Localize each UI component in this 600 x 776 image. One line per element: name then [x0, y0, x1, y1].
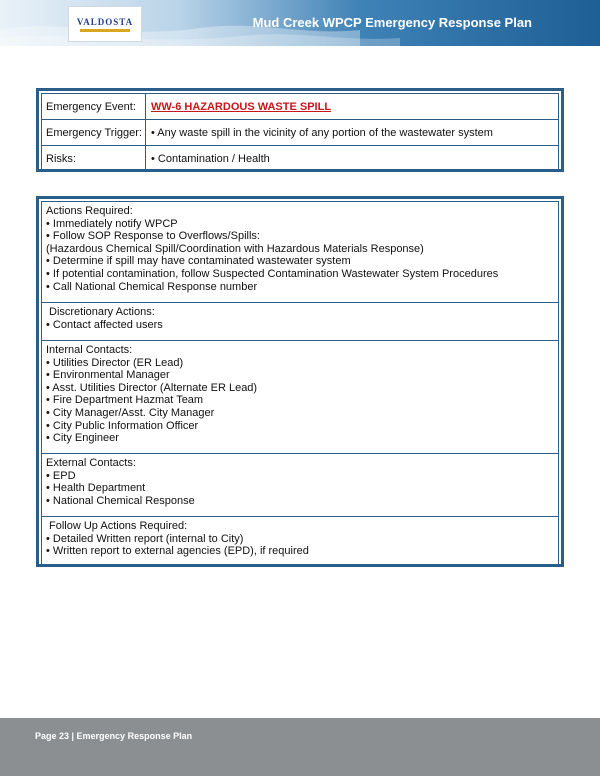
actions-required-section	[42, 202, 558, 303]
document-title: Mud Creek WPCP Emergency Response Plan	[252, 15, 532, 30]
event-label: Emergency Event:	[42, 94, 146, 119]
valdosta-logo	[68, 6, 142, 42]
list-item: • Utilities Director (ER Lead)	[46, 356, 184, 369]
list-item: • Detailed Written report (internal to City)	[46, 532, 244, 545]
list-item: • Fire Department Hazmat Team	[46, 394, 204, 407]
discretionary-section	[42, 303, 558, 341]
list-item: • EPD	[46, 469, 76, 482]
list-item: • City Public Information Officer	[46, 419, 199, 432]
page-footer	[0, 718, 600, 776]
footer-text: Page 23 | Emergency Response Plan	[35, 731, 193, 741]
risks-row	[42, 146, 558, 171]
trigger-value: • Any waste spill in the vicinity of any portion of the wastewater system	[151, 126, 493, 139]
event-value: WW-6 HAZARDOUS WASTE SPILL	[151, 100, 332, 113]
trigger-row	[42, 120, 558, 146]
list-item: • Environmental Manager	[46, 369, 170, 382]
list-item: • Asst. Utilities Director (Alternate ER Lead)	[46, 381, 258, 394]
section-heading: Actions Required:	[46, 205, 133, 217]
list-item: (Hazardous Chemical Spill/Coordination with Hazardous Materials Response)	[46, 242, 424, 255]
section-heading: Internal Contacts:	[46, 344, 133, 356]
list-item: • City Manager/Asst. City Manager	[46, 406, 215, 419]
list-item: • Written report to external agencies (EPD), if required	[46, 545, 309, 558]
list-item: • Follow SOP Response to Overflows/Spills:	[46, 230, 260, 243]
logo-underline	[80, 29, 130, 32]
list-item: • National Chemical Response	[46, 494, 195, 507]
section-heading: External Contacts:	[46, 457, 136, 469]
list-item: • If potential contamination, follow Suspected Contamination Wastewater System Procedures	[46, 267, 499, 280]
list-item: • Health Department	[46, 482, 146, 495]
list-item: • Immediately notify WPCP	[46, 217, 178, 230]
event-table	[36, 88, 564, 172]
event-row	[42, 94, 558, 120]
list-item: • Contact affected users	[46, 318, 163, 331]
risks-label: Risks:	[42, 146, 146, 171]
external-contacts-section	[42, 454, 558, 517]
page-header	[0, 0, 600, 46]
actions-table	[36, 196, 564, 567]
section-heading: Discretionary Actions:	[49, 306, 155, 318]
list-item: • Determine if spill may have contaminated wastewater system	[46, 255, 351, 268]
logo-text: VALDOSTA	[76, 16, 134, 27]
list-item: • Call National Chemical Response number	[46, 280, 258, 293]
list-item: • City Engineer	[46, 432, 119, 445]
followup-section	[42, 517, 558, 565]
section-heading: Follow Up Actions Required:	[49, 520, 188, 532]
trigger-label: Emergency Trigger:	[42, 120, 146, 145]
internal-contacts-section	[42, 341, 558, 454]
risks-value: • Contamination / Health	[151, 152, 270, 165]
